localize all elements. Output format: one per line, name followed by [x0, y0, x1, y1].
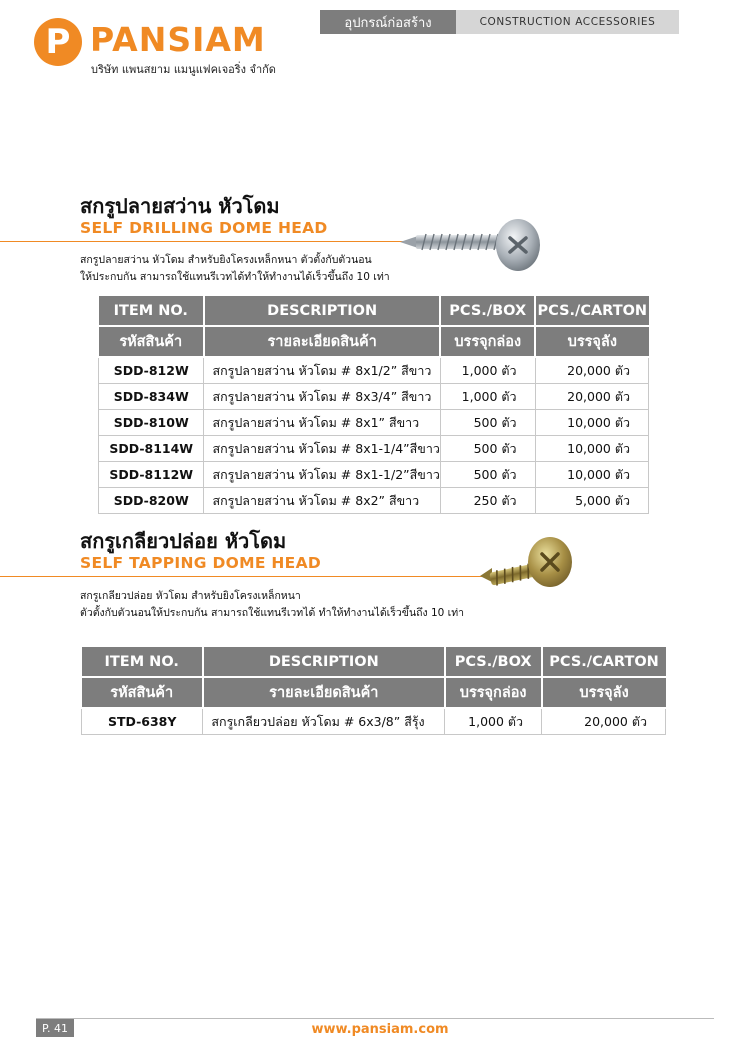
- pcs-per-carton: 20,000 ตัว: [535, 357, 648, 384]
- item-description: สกรูปลายสว่าน หัวโดม # 8x1/2” สีขาว: [204, 357, 440, 384]
- col-item-no-th: รหัสสินค้า: [82, 677, 203, 708]
- pcs-per-carton: 20,000 ตัว: [542, 708, 666, 735]
- col-pcs-box: PCS./BOX: [445, 647, 542, 677]
- section1-description: [80, 252, 390, 286]
- self-tapping-screw-image: [478, 536, 574, 592]
- pcs-per-box: 500 ตัว: [440, 410, 535, 436]
- section1-desc-line2: ให้ประกบกัน สามารถใช้แทนรีเวทได้ทำให้ทำงานได้เร็วขึ้นถึง 10 เท่า: [80, 271, 390, 283]
- item-description: สกรูปลายสว่าน หัวโดม # 8x3/4” สีขาว: [204, 384, 440, 410]
- brand-name: PANSIAM: [90, 20, 266, 59]
- pcs-per-carton: 20,000 ตัว: [535, 384, 648, 410]
- item-code: SDD-8112W: [99, 462, 204, 488]
- category-en: CONSTRUCTION ACCESSORIES: [456, 10, 679, 34]
- table-row: [99, 488, 649, 514]
- item-code: SDD-834W: [99, 384, 204, 410]
- pcs-per-carton: 5,000 ตัว: [535, 488, 648, 514]
- col-pcs-box-th: บรรจุกล่อง: [445, 677, 542, 708]
- col-pcs-carton-th: บรรจุลัง: [535, 326, 648, 357]
- item-code: SDD-812W: [99, 357, 204, 384]
- section1-desc-line1: สกรูปลายสว่าน หัวโดม สำหรับยิงโครงเหล็กหนา ตัวตั้งกับตัวนอน: [80, 254, 372, 266]
- page-number: P. 41: [36, 1019, 74, 1037]
- table-header-th: [82, 677, 666, 708]
- col-item-no: ITEM NO.: [82, 647, 203, 677]
- website-link[interactable]: www.pansiam.com: [311, 1022, 449, 1037]
- col-description: DESCRIPTION: [204, 296, 440, 326]
- table-row: [99, 436, 649, 462]
- item-description: สกรูปลายสว่าน หัวโดม # 8x2” สีขาว: [204, 488, 440, 514]
- section1-accent-rule: [0, 241, 420, 242]
- item-code: STD-638Y: [82, 708, 203, 735]
- section2-description: [80, 588, 464, 622]
- col-item-no-th: รหัสสินค้า: [99, 326, 204, 357]
- item-code: SDD-820W: [99, 488, 204, 514]
- item-description: สกรูปลายสว่าน หัวโดม # 8x1” สีขาว: [204, 410, 440, 436]
- table-row: [99, 384, 649, 410]
- pcs-per-carton: 10,000 ตัว: [535, 462, 648, 488]
- section1-spec-table: [98, 296, 649, 514]
- section2-desc-line1: สกรูเกลียวปล่อย หัวโดม สำหรับยิงโครงเหล็กหนา: [80, 590, 301, 602]
- table-row: [99, 410, 649, 436]
- company-name-th: บริษัท แพนสยาม แมนูแฟคเจอริ่ง จำกัด: [91, 63, 276, 76]
- footer-rule: [36, 1018, 714, 1019]
- section2-accent-rule: [0, 576, 482, 577]
- section2-title-th: สกรูเกลียวปล่อย หัวโดม: [80, 529, 287, 553]
- col-pcs-box: PCS./BOX: [440, 296, 535, 326]
- section1-title-th: สกรูปลายสว่าน หัวโดม: [80, 194, 280, 218]
- pcs-per-box: 1,000 ตัว: [445, 708, 542, 735]
- col-pcs-carton: PCS./CARTON: [535, 296, 648, 326]
- logo-letter: P: [45, 22, 71, 62]
- self-drilling-screw-image: [396, 218, 544, 278]
- section2-spec-table: [81, 647, 666, 735]
- item-description: สกรูเกลียวปล่อย หัวโดม # 6x3/8” สีรุ้ง: [203, 708, 445, 735]
- item-description: สกรูปลายสว่าน หัวโดม # 8x1-1/4”สีขาว: [204, 436, 440, 462]
- col-description-th: รายละเอียดสินค้า: [203, 677, 445, 708]
- pcs-per-box: 1,000 ตัว: [440, 357, 535, 384]
- pcs-per-box: 1,000 ตัว: [440, 384, 535, 410]
- col-pcs-carton: PCS./CARTON: [542, 647, 666, 677]
- item-code: SDD-8114W: [99, 436, 204, 462]
- section1-title-en: SELF DRILLING DOME HEAD: [80, 219, 328, 237]
- brand-logo: [34, 18, 82, 66]
- item-description: สกรูปลายสว่าน หัวโดม # 8x1-1/2”สีขาว: [204, 462, 440, 488]
- col-pcs-carton-th: บรรจุลัง: [542, 677, 666, 708]
- pcs-per-box: 500 ตัว: [440, 462, 535, 488]
- pcs-per-box: 500 ตัว: [440, 436, 535, 462]
- section2-title-en: SELF TAPPING DOME HEAD: [80, 554, 322, 572]
- table-row: [99, 462, 649, 488]
- col-pcs-box-th: บรรจุกล่อง: [440, 326, 535, 357]
- col-item-no: ITEM NO.: [99, 296, 204, 326]
- table-row: [99, 357, 649, 384]
- table-header-th: [99, 326, 649, 357]
- item-code: SDD-810W: [99, 410, 204, 436]
- col-description: DESCRIPTION: [203, 647, 445, 677]
- table-header-en: [82, 647, 666, 677]
- table-header-en: [99, 296, 649, 326]
- category-th: อุปกรณ์ก่อสร้าง: [320, 10, 456, 34]
- pcs-per-carton: 10,000 ตัว: [535, 410, 648, 436]
- table-row: [82, 708, 666, 735]
- pcs-per-carton: 10,000 ตัว: [535, 436, 648, 462]
- col-description-th: รายละเอียดสินค้า: [204, 326, 440, 357]
- section2-desc-line2: ตัวตั้งกับตัวนอนให้ประกบกัน สามารถใช้แทนรีเวทได้ ทำให้ทำงานได้เร็วขึ้นถึง 10 เท่า: [80, 607, 465, 619]
- pcs-per-box: 250 ตัว: [440, 488, 535, 514]
